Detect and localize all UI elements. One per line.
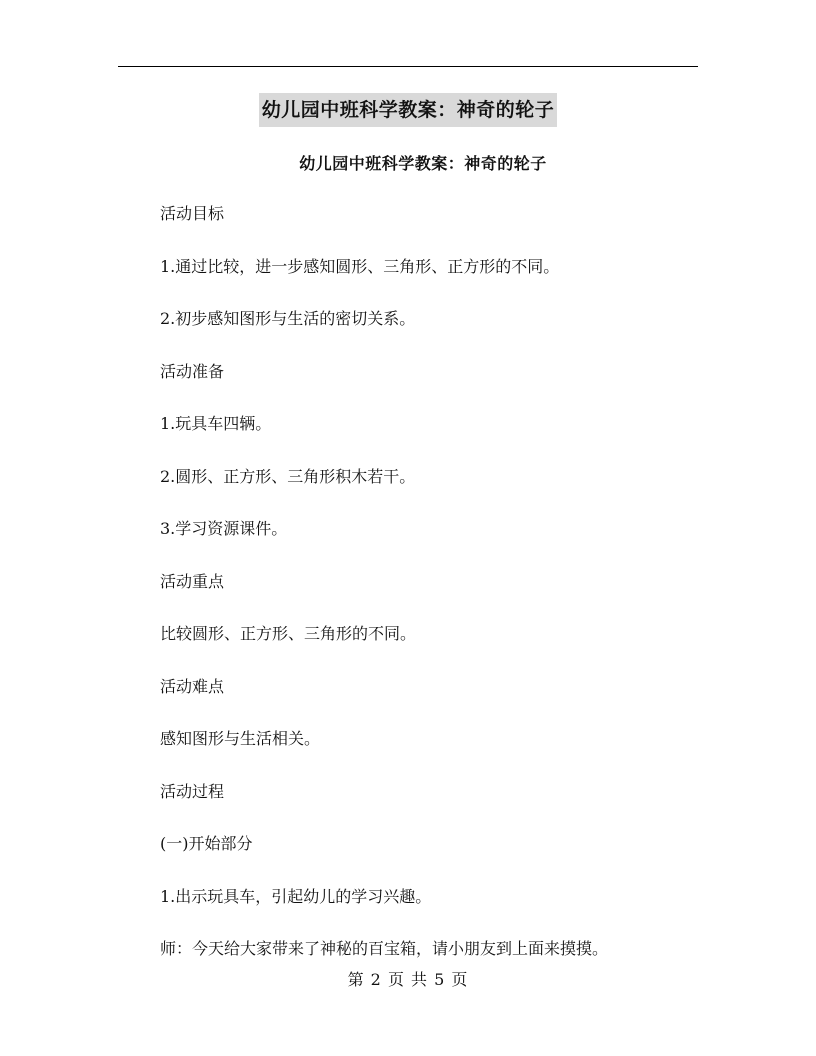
paragraph: 感知图形与生活相关。 <box>160 729 321 748</box>
header-rule <box>118 66 698 67</box>
paragraph: 师：今天给大家带来了神秘的百宝箱，请小朋友到上面来摸摸。 <box>160 939 609 958</box>
document-body <box>160 200 720 988</box>
document-title-text: 幼儿园中班科学教案：神奇的轮子 <box>259 93 558 127</box>
paragraph: 2.圆形、正方形、三角形积木若干。 <box>160 466 416 486</box>
section-heading-difficulty: 活动难点 <box>160 676 225 696</box>
section-heading-goals: 活动目标 <box>160 204 225 223</box>
paragraph: 2.初步感知图形与生活的密切关系。 <box>160 309 416 328</box>
paragraph: 比较圆形、正方形、三角形的不同。 <box>160 624 417 643</box>
paragraph: 1.出示玩具车，引起幼儿的学习兴趣。 <box>160 886 432 906</box>
section-heading-key-point: 活动重点 <box>160 571 225 591</box>
section-heading-process: 活动过程 <box>160 781 225 801</box>
section-heading-preparation: 活动准备 <box>160 361 225 381</box>
subsection-heading: (一)开始部分 <box>160 834 253 853</box>
document-subtitle: 幼儿园中班科学教案：神奇的轮子 <box>299 154 547 173</box>
document-title <box>0 93 816 128</box>
page-footer: 第 2 页 共 5 页 <box>347 970 469 989</box>
paragraph: 1.通过比较，进一步感知圆形、三角形、正方形的不同。 <box>160 256 560 276</box>
paragraph: 3.学习资源课件。 <box>160 519 288 538</box>
paragraph: 1.玩具车四辆。 <box>160 414 272 433</box>
